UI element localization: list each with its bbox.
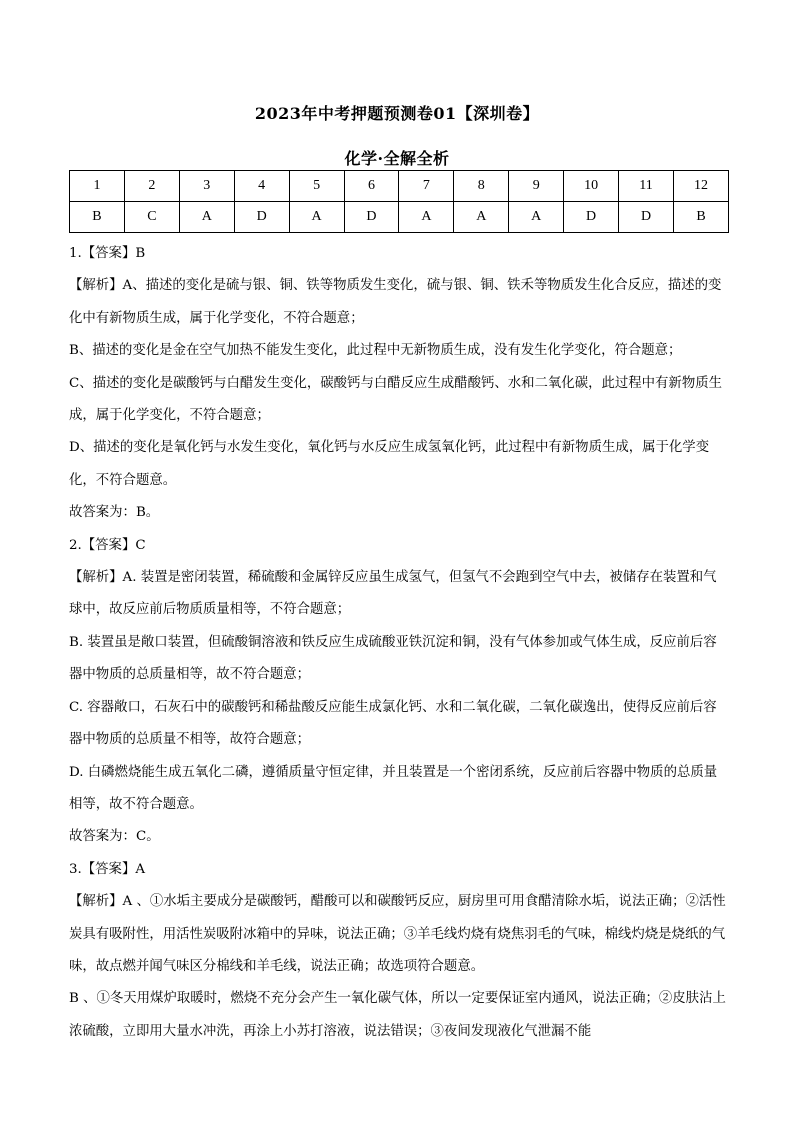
question-number-cell: 4 bbox=[234, 171, 289, 202]
question-number-cell: 2 bbox=[124, 171, 179, 202]
answer-cell: B bbox=[673, 202, 728, 233]
question-number-cell: 12 bbox=[673, 171, 728, 202]
answer-cell: D bbox=[234, 202, 289, 233]
q3-analysis-a: 【解析】A 、①水垢主要成分是碳酸钙，醋酸可以和碳酸钙反应，厨房里可用食醋清除水垢，说法正确；②活性炭具有吸附性，用活性炭吸附冰箱中的异味，说法正确；③羊毛线灼烧有烧焦羽毛的气味，棉线灼烧是烧纸的气味，故点燃并闻气味区分棉线和羊毛线，说法正确；故选项符合题意。 bbox=[69, 894, 726, 974]
answer-table-number-row bbox=[70, 171, 729, 202]
q3-heading: 3.【答案】A bbox=[69, 861, 146, 877]
answer-cell: D bbox=[564, 202, 619, 233]
page-title: 2023年中考押题预测卷01【深圳卷】 bbox=[254, 104, 540, 123]
q1-heading: 1.【答案】B bbox=[69, 246, 146, 261]
q2-heading: 2.【答案】C bbox=[69, 537, 146, 553]
answer-table-answer-row bbox=[70, 202, 729, 233]
q1-option-d: D、描述的变化是氧化钙与水发生变化，氧化钙与水反应生成氢氧化钙，此过程中有新物质生成，属于化学变化，不符合题意。 bbox=[69, 440, 710, 488]
answer-cell: C bbox=[124, 202, 179, 233]
answer-table bbox=[69, 170, 729, 233]
answer-cell: D bbox=[344, 202, 399, 233]
q2-option-d: D. 白磷燃烧能生成五氧化二磷，遵循质量守恒定律，并且装置是一个密闭系统，反应前后容器中物质的总质量相等，故不符合题意。 bbox=[69, 764, 718, 812]
answer-cell: A bbox=[454, 202, 509, 233]
answer-cell: A bbox=[399, 202, 454, 233]
answer-cell: D bbox=[619, 202, 674, 233]
page-subtitle: 化学·全解全析 bbox=[344, 149, 450, 168]
question-number-cell: 10 bbox=[564, 171, 619, 202]
answer-cell: A bbox=[289, 202, 344, 233]
question-number-cell: 6 bbox=[344, 171, 399, 202]
q3-option-b: B 、①冬天用煤炉取暖时，燃烧不充分会产生一氧化碳气体，所以一定要保证室内通风，说法正确；②皮肤沾上浓硫酸，立即用大量水冲洗，再涂上小苏打溶液，说法错误；③夜间发现液化气泄漏不能 bbox=[69, 991, 726, 1039]
question-number-cell: 8 bbox=[454, 171, 509, 202]
q1-option-c: C、描述的变化是碳酸钙与白醋发生变化，碳酸钙与白醋反应生成醋酸钙、水和二氧化碳，此过程中有新物质生成，属于化学变化，不符合题意； bbox=[69, 375, 722, 424]
question-number-cell: 1 bbox=[70, 171, 125, 202]
q1-option-b: B、描述的变化是金在空气加热不能发生变化，此过程中无新物质生成，没有发生化学变化，符合题意； bbox=[69, 343, 682, 359]
answer-cell: A bbox=[509, 202, 564, 233]
q2-option-c: C. 容器敞口，石灰石中的碳酸钙和稀盐酸反应能生成氯化钙、水和二氧化碳，二氧化碳逸出，使得反应前后容器中物质的总质量不相等，故符合题意； bbox=[69, 699, 717, 748]
question-number-cell: 11 bbox=[619, 171, 674, 202]
q2-analysis-a: 【解析】A. 装置是密闭装置，稀硫酸和金属锌反应虽生成氢气，但氢气不会跑到空气中去，被储存在装置和气球中，故反应前后物质质量相等，不符合题意； bbox=[69, 570, 717, 618]
question-number-cell: 3 bbox=[179, 171, 234, 202]
answer-cell: B bbox=[70, 202, 125, 233]
q2-conclusion: 故答案为：C。 bbox=[69, 829, 160, 845]
q2-option-b: B. 装置虽是敞口装置，但硫酸铜溶液和铁反应生成硫酸亚铁沉淀和铜，没有气体参加或气体生成，反应前后容器中物质的总质量相等，故不符合题意； bbox=[69, 634, 717, 683]
question-number-cell: 5 bbox=[289, 171, 344, 202]
answer-cell: A bbox=[179, 202, 234, 233]
question-number-cell: 9 bbox=[509, 171, 564, 202]
q1-analysis-a: 【解析】A、描述的变化是硫与银、铜、铁等物质发生变化，硫与银、铜、铁禾等物质发生化合反应，描述的变化中有新物质生成，属于化学变化，不符合题意； bbox=[69, 278, 722, 326]
q1-conclusion: 故答案为：B。 bbox=[69, 505, 160, 521]
explanation-body bbox=[69, 238, 729, 1048]
question-number-cell: 7 bbox=[399, 171, 454, 202]
